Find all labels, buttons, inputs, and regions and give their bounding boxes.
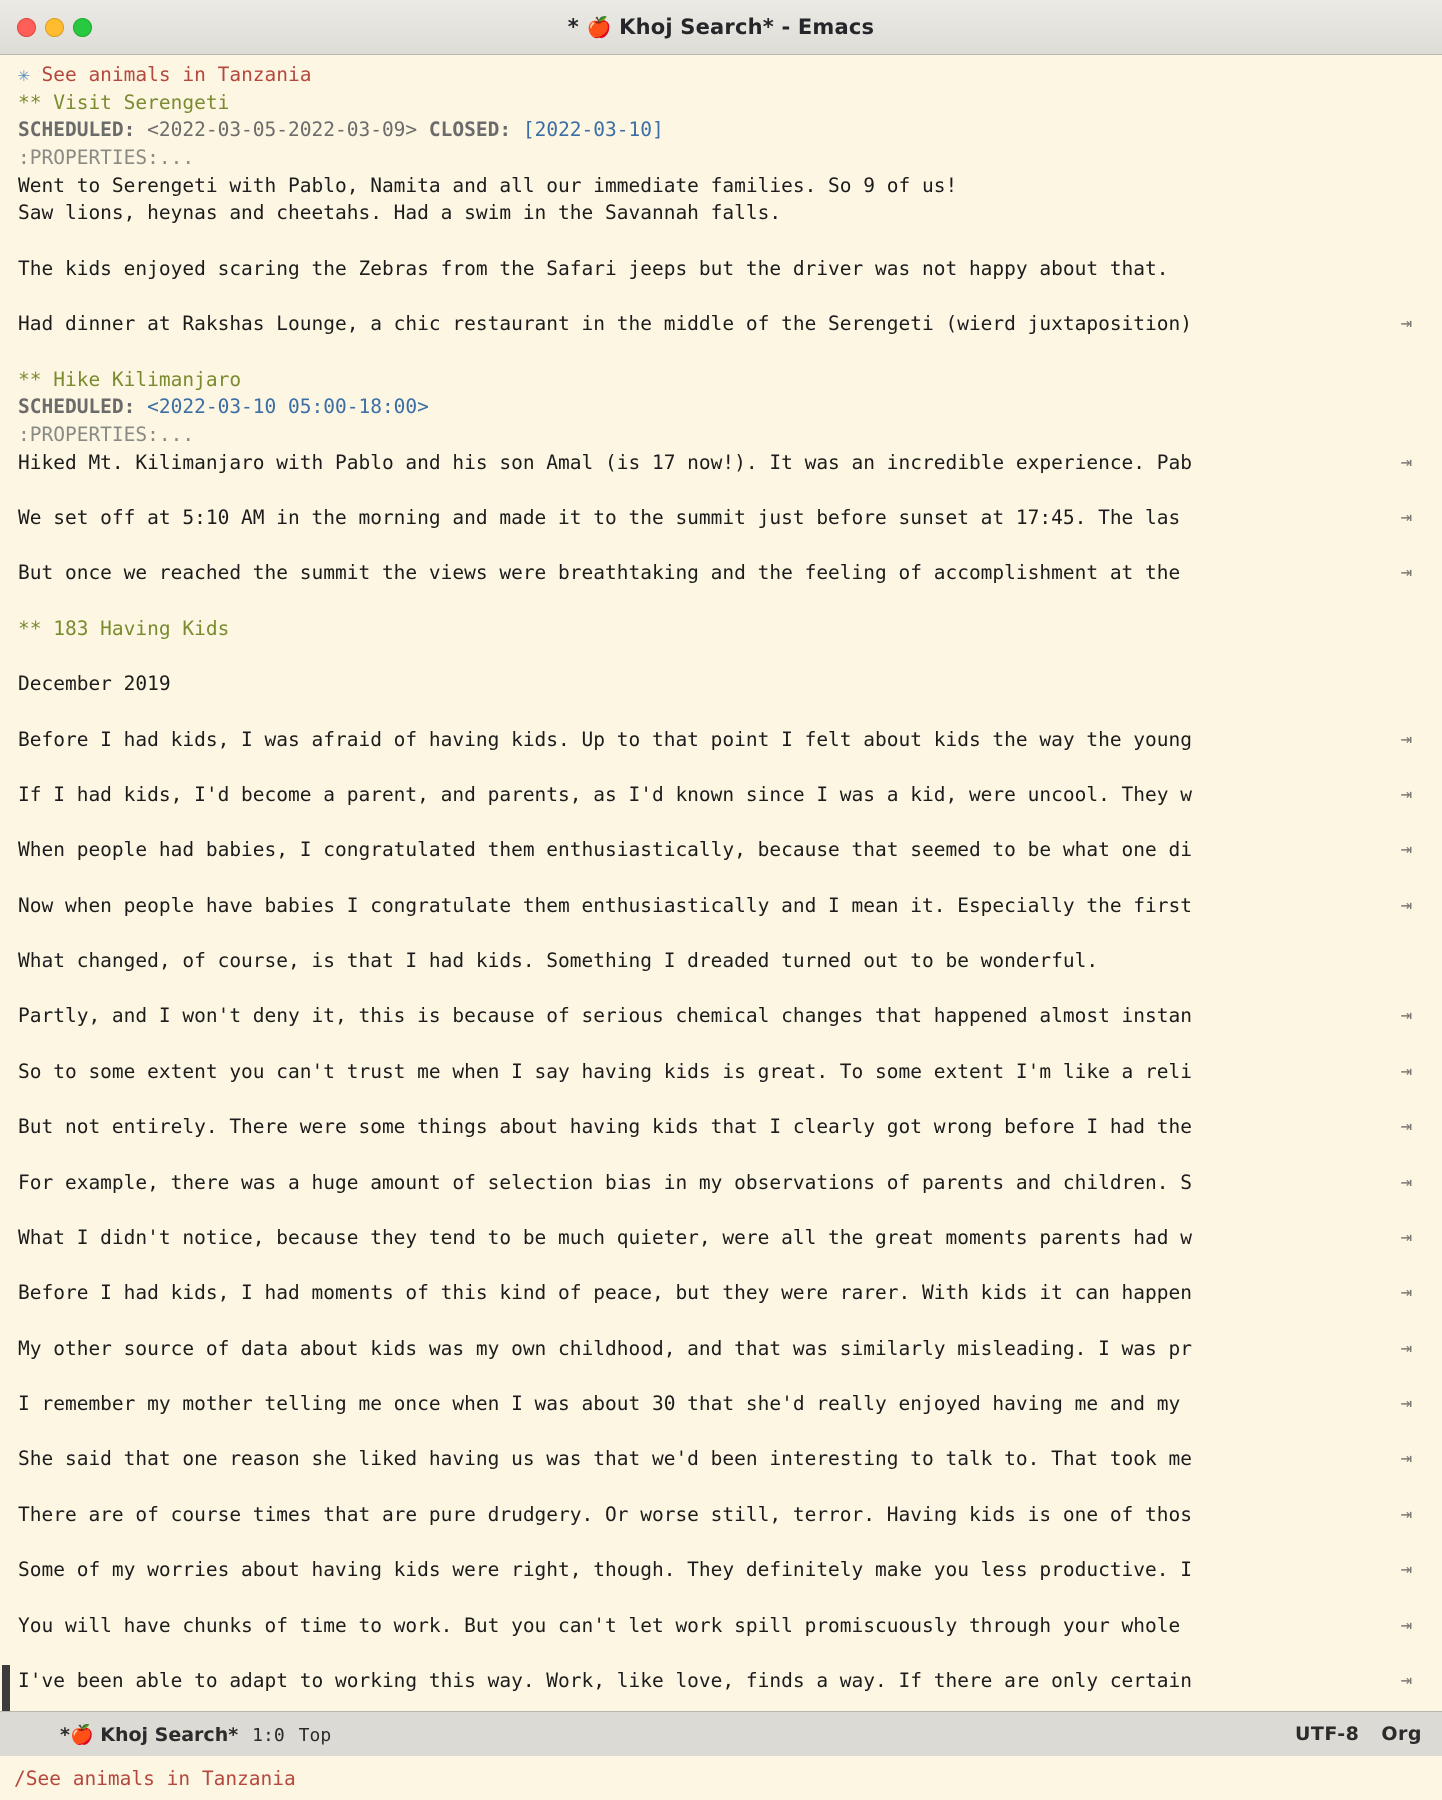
apple-emoji-icon: 🍎 bbox=[586, 15, 612, 39]
line-continuation-icon: ⇥ bbox=[1400, 893, 1412, 916]
buffer-line bbox=[18, 1196, 1416, 1224]
line-continuation-icon: ⇥ bbox=[1400, 1281, 1412, 1304]
org-body-text: Saw lions, heynas and cheetahs. Had a swim in the Savannah falls. bbox=[18, 201, 782, 225]
line-continuation-icon: ⇥ bbox=[1400, 1392, 1412, 1414]
buffer-line bbox=[18, 199, 1416, 227]
org-body-text: She said that one reason she liked having us was that we'd been interesting to talk to. That took me bbox=[18, 1447, 1192, 1471]
buffer-line bbox=[18, 1224, 1416, 1252]
buffer-left-indicator bbox=[2, 1665, 10, 1711]
org-body-text bbox=[18, 755, 30, 778]
org-body-text bbox=[18, 1475, 30, 1498]
org-body-text: If I had kids, I'd become a parent, and parents, as I'd known since I was a kid, were uncool. They w bbox=[18, 782, 1192, 806]
buffer-line bbox=[18, 809, 1416, 837]
buffer-line bbox=[18, 283, 1416, 311]
buffer-line bbox=[18, 338, 1416, 366]
buffer-line bbox=[18, 892, 1416, 920]
buffer-line bbox=[18, 1390, 1416, 1418]
org-body-text: Hiked Mt. Kilimanjaro with Pablo and his son Amal (is 17 now!). It was an incredible experience. Pab bbox=[18, 450, 1192, 474]
buffer-line bbox=[18, 1279, 1416, 1307]
org-closed-keyword: CLOSED: bbox=[417, 118, 523, 142]
buffer-line bbox=[18, 172, 1416, 200]
org-body-text: I remember my mother telling me once when I was about 30 that she'd really enjoyed having me and my bbox=[18, 1392, 1181, 1415]
buffer-line bbox=[18, 1252, 1416, 1280]
org-body-text bbox=[18, 340, 30, 363]
line-continuation-icon: ⇥ bbox=[1400, 1059, 1412, 1082]
line-continuation-icon: ⇥ bbox=[1400, 1170, 1412, 1193]
buffer-line bbox=[18, 1030, 1416, 1058]
org-body-text: There are of course times that are pure drudgery. Or worse still, terror. Having kids is one of thos bbox=[18, 1502, 1192, 1526]
buffer-line bbox=[18, 836, 1416, 864]
org-body-text: The kids enjoyed scaring the Zebras from the Safari jeeps but the driver was not happy about that. bbox=[18, 256, 1169, 280]
org-body-text: Partly, and I won't deny it, this is because of serious chemical changes that happened almost instan bbox=[18, 1004, 1192, 1028]
buffer-line bbox=[18, 393, 1416, 421]
minibuffer-text: /See animals in Tanzania bbox=[14, 1766, 296, 1790]
buffer-line bbox=[18, 642, 1416, 670]
org-body-text: You will have chunks of time to work. But you can't let work spill promiscuously through your whole bbox=[18, 1613, 1181, 1637]
line-continuation-icon: ⇥ bbox=[1400, 1336, 1412, 1359]
buffer-line bbox=[18, 532, 1416, 560]
buffer-line bbox=[18, 89, 1416, 117]
mode-line-coding: UTF-8 bbox=[1294, 1723, 1360, 1745]
buffer-line bbox=[18, 559, 1416, 587]
org-body-text bbox=[18, 534, 30, 557]
line-continuation-icon: ⇥ bbox=[1400, 1613, 1412, 1636]
buffer-line bbox=[18, 476, 1416, 504]
buffer-line bbox=[18, 227, 1416, 255]
line-continuation-icon: ⇥ bbox=[1400, 1225, 1412, 1248]
window-title-text: Khoj Search* - Emacs bbox=[619, 15, 875, 39]
line-continuation-icon: ⇥ bbox=[1400, 450, 1412, 473]
buffer-lines bbox=[0, 61, 1442, 1695]
window-titlebar bbox=[0, 0, 1442, 55]
buffer-line bbox=[18, 615, 1416, 643]
buffer-line bbox=[18, 864, 1416, 892]
mode-line-star: * bbox=[60, 1723, 70, 1746]
buffer-line bbox=[18, 1556, 1416, 1584]
org-body-text bbox=[18, 1143, 30, 1166]
org-scheduled-keyword: SCHEDULED: bbox=[18, 395, 148, 419]
buffer-line bbox=[18, 781, 1416, 809]
org-body-text bbox=[18, 1309, 30, 1332]
buffer-line bbox=[18, 310, 1416, 338]
line-continuation-icon: ⇥ bbox=[1400, 1502, 1412, 1525]
org-closed-timestamp[interactable]: [2022-03-10] bbox=[522, 118, 664, 142]
org-body-text bbox=[18, 1198, 30, 1221]
buffer-line bbox=[18, 1141, 1416, 1169]
org-body-text bbox=[18, 866, 30, 889]
org-heading-level2[interactable]: ** 183 Having Kids bbox=[18, 616, 230, 640]
line-continuation-icon: ⇥ bbox=[1400, 1558, 1412, 1581]
org-body-text: But once we reached the summit the views were breathtaking and the feeling of accomplishment at the bbox=[18, 561, 1181, 585]
org-body-text: Had dinner at Rakshas Lounge, a chic restaurant in the middle of the Serengeti (wierd juxtaposition) bbox=[18, 312, 1192, 336]
buffer-line bbox=[18, 587, 1416, 615]
org-properties-drawer[interactable]: :PROPERTIES:... bbox=[18, 422, 195, 446]
buffer-line bbox=[18, 1612, 1416, 1640]
mode-line-major-mode: Org bbox=[1381, 1723, 1422, 1745]
buffer-line bbox=[18, 366, 1416, 394]
mode-line bbox=[0, 1711, 1442, 1756]
mode-line-position: 1:0 bbox=[252, 1724, 285, 1746]
org-body-text: So to some extent you can't trust me when I say having kids is great. To some extent I'm like a reli bbox=[18, 1059, 1192, 1083]
buffer-line bbox=[18, 1307, 1416, 1335]
buffer-line bbox=[18, 947, 1416, 975]
buffer-line bbox=[18, 975, 1416, 1003]
mode-line-scroll: Top bbox=[298, 1724, 332, 1746]
org-body-text: What I didn't notice, because they tend to be much quieter, were all the great moments parents had w bbox=[18, 1225, 1192, 1249]
org-buffer[interactable] bbox=[0, 55, 1442, 1711]
org-body-text bbox=[18, 589, 30, 612]
org-body-text: For example, there was a huge amount of selection bias in my observations of parents and children. S bbox=[18, 1170, 1192, 1194]
buffer-line bbox=[18, 1113, 1416, 1141]
buffer-line bbox=[18, 116, 1416, 144]
line-continuation-icon: ⇥ bbox=[1400, 782, 1412, 805]
line-continuation-icon: ⇥ bbox=[1400, 561, 1412, 584]
org-body-text bbox=[18, 977, 30, 1000]
org-heading-level2[interactable]: ** Visit Serengeti bbox=[18, 90, 230, 114]
line-continuation-icon: ⇥ bbox=[1400, 1115, 1412, 1138]
buffer-line bbox=[18, 449, 1416, 477]
line-continuation-icon: ⇥ bbox=[1400, 1447, 1412, 1470]
line-continuation-icon: ⇥ bbox=[1400, 506, 1412, 528]
buffer-line bbox=[18, 1002, 1416, 1030]
buffer-line bbox=[18, 504, 1416, 532]
line-continuation-icon: ⇥ bbox=[1400, 1004, 1412, 1027]
buffer-line bbox=[18, 1667, 1416, 1695]
org-body-text bbox=[18, 285, 30, 308]
org-body-text bbox=[18, 921, 30, 944]
window-title-prefix: * bbox=[567, 15, 587, 39]
org-timestamp[interactable]: <2022-03-10 05:00-18:00> bbox=[147, 395, 429, 419]
buffer-line bbox=[18, 1335, 1416, 1363]
org-body-text: Before I had kids, I had moments of this kind of peace, but they were rarer. With kids it can happen bbox=[18, 1281, 1192, 1305]
org-bullet-icon: ✳ bbox=[18, 63, 42, 86]
org-body-text bbox=[18, 1530, 30, 1553]
line-continuation-icon: ⇥ bbox=[1400, 838, 1412, 861]
buffer-line bbox=[18, 1085, 1416, 1113]
org-scheduled-keyword: SCHEDULED: bbox=[18, 118, 148, 142]
org-body-text bbox=[18, 1641, 30, 1664]
org-properties-drawer[interactable]: :PROPERTIES:... bbox=[18, 146, 195, 170]
org-body-text: My other source of data about kids was my own childhood, and that was similarly misleading. I was pr bbox=[18, 1336, 1192, 1360]
window-title bbox=[0, 15, 1442, 39]
mode-line-buffer-label: Khoj Search* bbox=[100, 1723, 239, 1746]
buffer-line bbox=[18, 698, 1416, 726]
org-body-text bbox=[18, 811, 30, 834]
org-body-text: What changed, of course, is that I had kids. Something I dreaded turned out to be wonderful. bbox=[18, 949, 1099, 972]
org-body-text bbox=[18, 1032, 30, 1055]
org-body-text: We set off at 5:10 AM in the morning and made it to the summit just before sunset at 17:45. The las bbox=[18, 506, 1181, 529]
buffer-line bbox=[18, 1501, 1416, 1529]
org-body-text bbox=[18, 1254, 30, 1277]
buffer-line bbox=[18, 670, 1416, 698]
apple-emoji-icon: 🍎 bbox=[69, 1723, 94, 1746]
org-body-text bbox=[18, 478, 30, 501]
org-heading-level2[interactable]: ** Hike Kilimanjaro bbox=[18, 367, 242, 391]
buffer-line bbox=[18, 753, 1416, 781]
line-continuation-icon: ⇥ bbox=[1400, 312, 1412, 335]
buffer-line bbox=[18, 1362, 1416, 1390]
buffer-line bbox=[18, 255, 1416, 283]
buffer-line bbox=[18, 1418, 1416, 1446]
org-body-text: Before I had kids, I was afraid of having kids. Up to that point I felt about kids the way the young bbox=[18, 727, 1192, 751]
buffer-line bbox=[18, 1584, 1416, 1612]
buffer-line bbox=[18, 726, 1416, 754]
org-body-text: When people had babies, I congratulated them enthusiastically, because that seemed to be what one di bbox=[18, 838, 1192, 862]
org-body-text bbox=[18, 229, 30, 252]
buffer-line bbox=[18, 144, 1416, 172]
org-heading-level1[interactable]: See animals in Tanzania bbox=[41, 63, 312, 86]
org-body-text bbox=[18, 644, 30, 667]
line-continuation-icon: ⇥ bbox=[1400, 727, 1412, 750]
buffer-line bbox=[18, 1528, 1416, 1556]
buffer-line bbox=[18, 1473, 1416, 1501]
buffer-line bbox=[18, 421, 1416, 449]
org-body-text bbox=[18, 1586, 30, 1609]
org-body-text bbox=[18, 700, 30, 723]
buffer-line bbox=[18, 1058, 1416, 1086]
org-body-text: Went to Serengeti with Pablo, Namita and all our immediate families. So 9 of us! bbox=[18, 173, 958, 197]
line-continuation-icon: ⇥ bbox=[1400, 1668, 1412, 1691]
org-body-text: Now when people have babies I congratulate them enthusiastically and I mean it. Especially the first bbox=[18, 893, 1192, 917]
buffer-line bbox=[18, 1445, 1416, 1473]
buffer-line bbox=[18, 1639, 1416, 1667]
org-timestamp[interactable]: <2022-03-05-2022-03-09> bbox=[147, 118, 418, 142]
minibuffer[interactable] bbox=[0, 1756, 1442, 1800]
org-body-text: December 2019 bbox=[18, 672, 171, 696]
org-body-text: I've been able to adapt to working this way. Work, like love, finds a way. If there are only certain bbox=[18, 1668, 1192, 1692]
mode-line-buffer-name bbox=[60, 1723, 238, 1746]
org-body-text: Some of my worries about having kids were right, though. They definitely make you less productive. I bbox=[18, 1558, 1192, 1582]
org-body-text bbox=[18, 1087, 30, 1110]
buffer-line bbox=[18, 1169, 1416, 1197]
org-body-text: But not entirely. There were some things about having kids that I clearly got wrong before I had the bbox=[18, 1115, 1192, 1139]
org-body-text bbox=[18, 1364, 30, 1387]
org-body-text bbox=[18, 1420, 30, 1443]
buffer-line bbox=[18, 919, 1416, 947]
buffer-line bbox=[18, 61, 1416, 89]
